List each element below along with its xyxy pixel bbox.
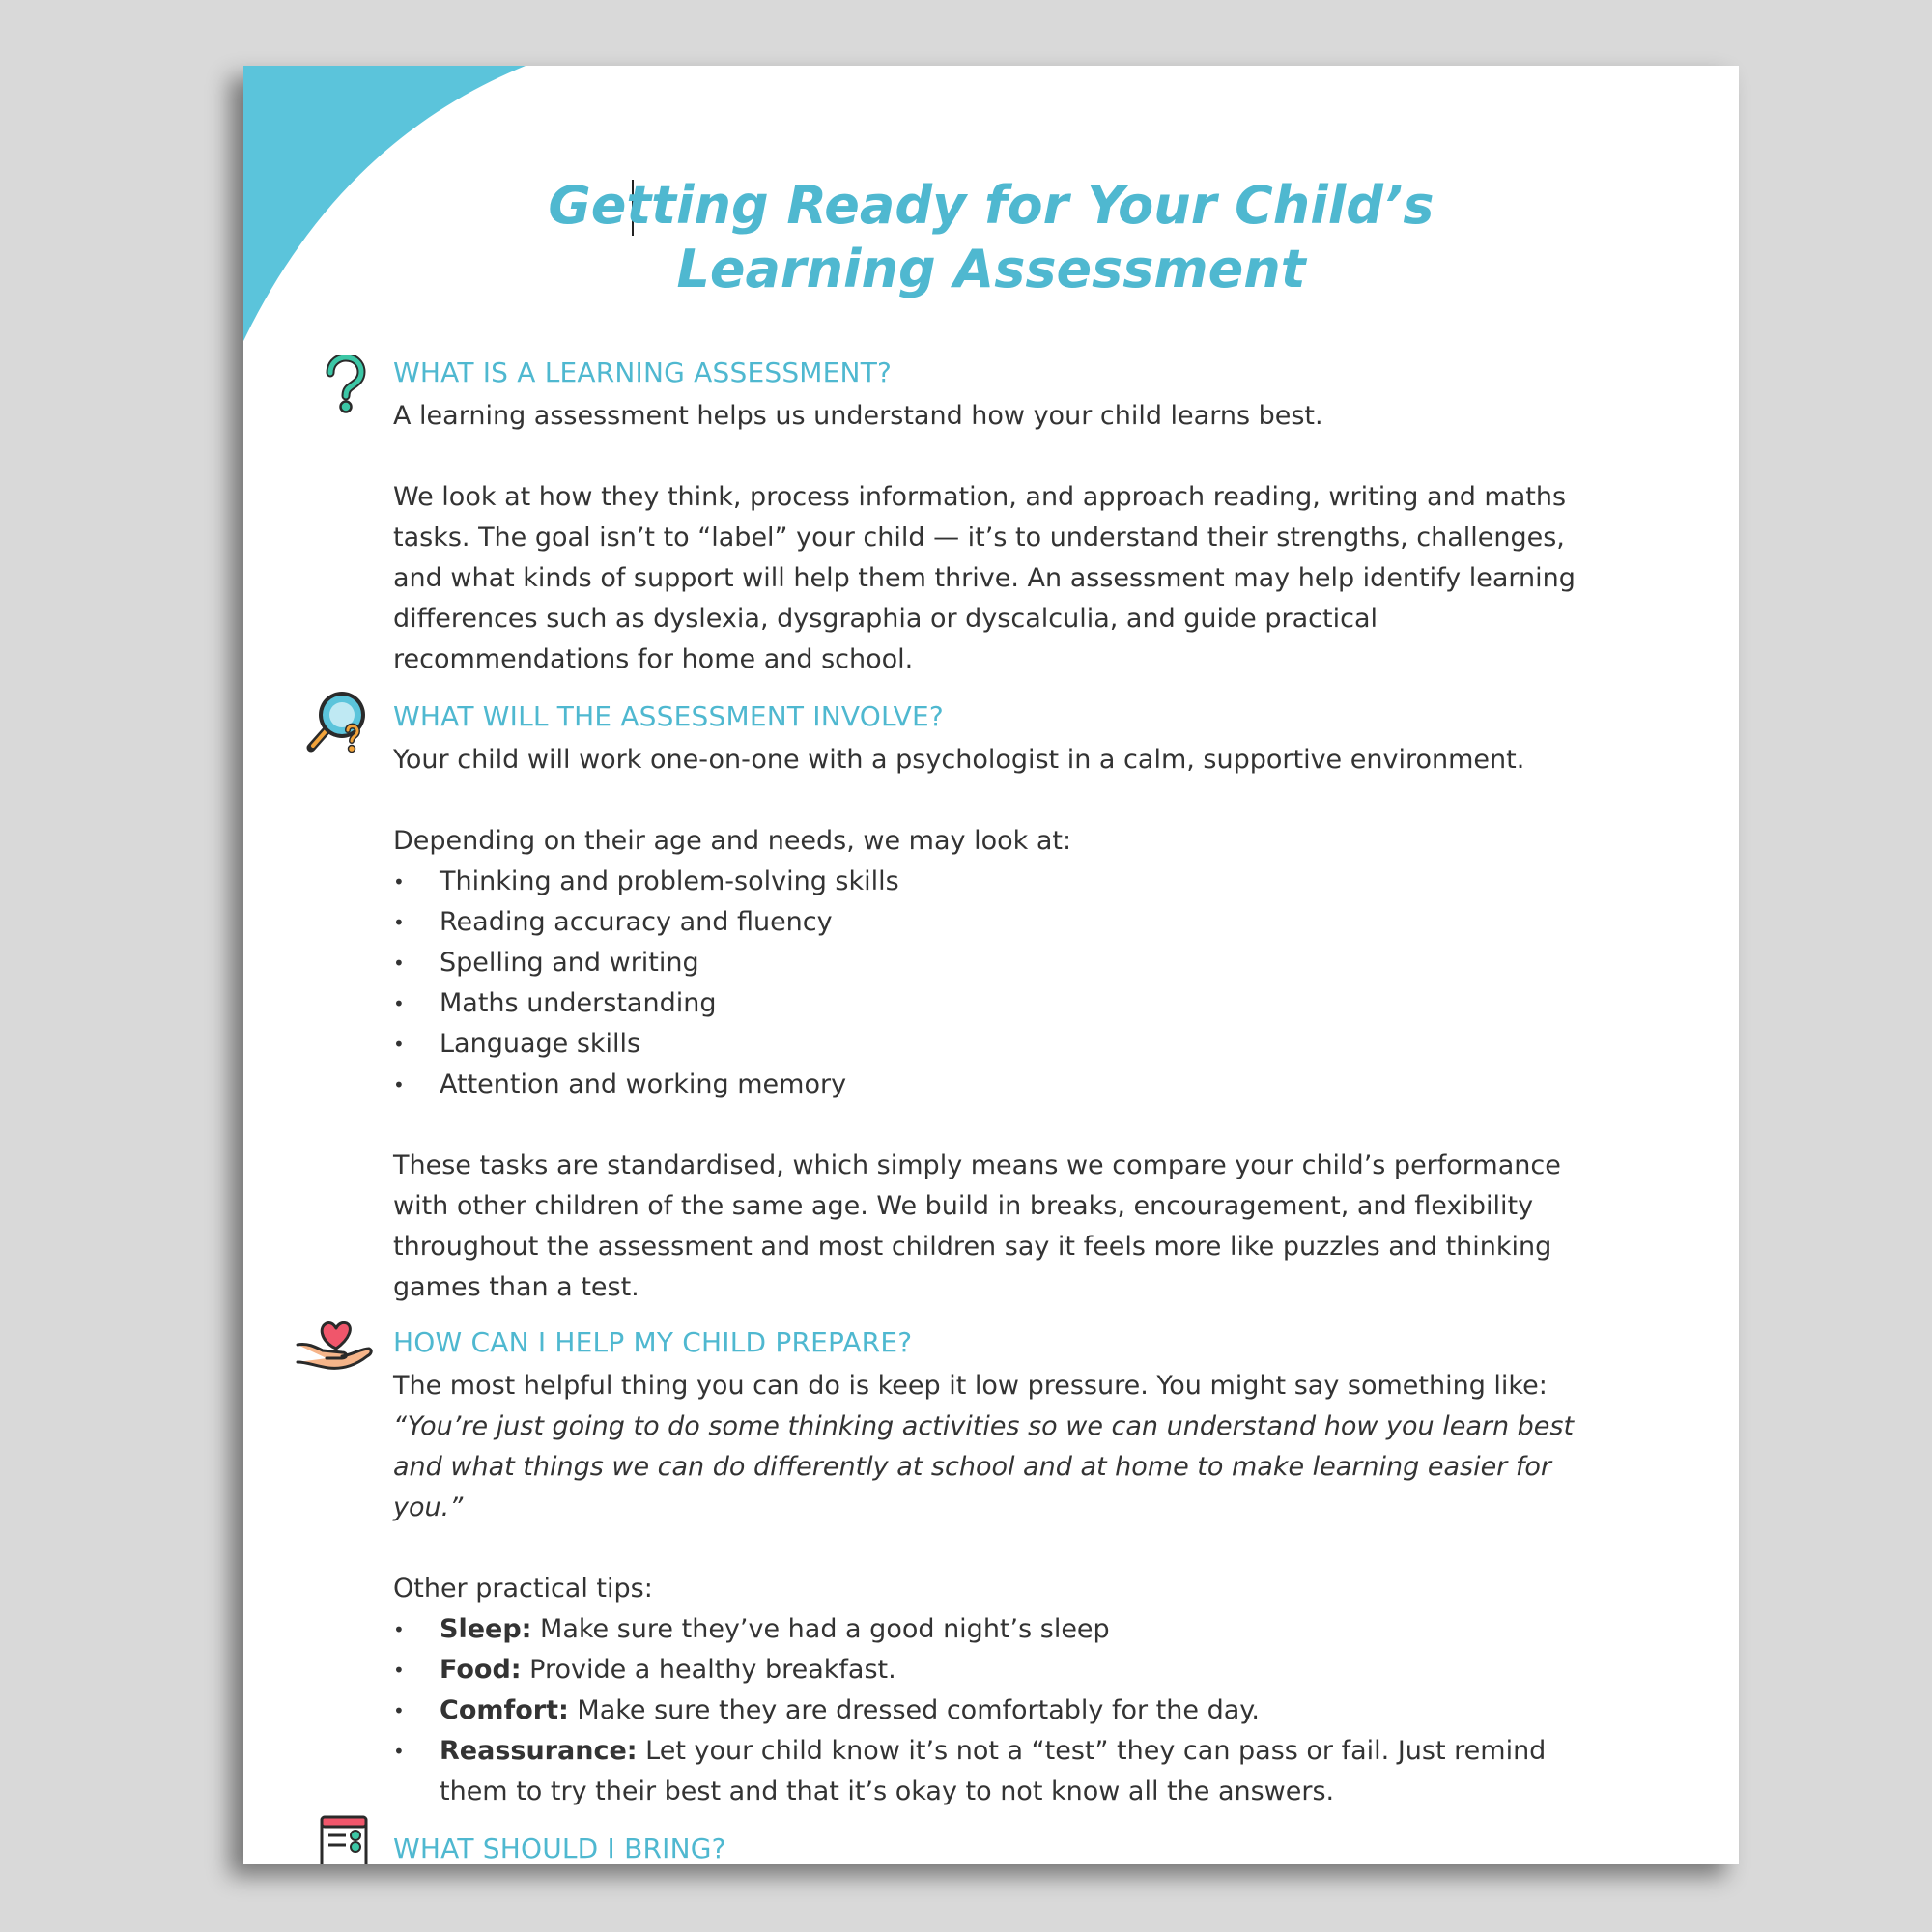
magnifier-question-icon — [305, 688, 371, 755]
paragraph: A learning assessment helps us understand how your child learns best. — [393, 401, 1323, 431]
title-line-1: Getting Ready for Your Child’s — [548, 175, 1435, 236]
tip-text: Make sure they are dressed comfortably for the day. — [568, 1695, 1260, 1725]
paragraph: Other practical tips: — [393, 1574, 653, 1604]
paragraph: These tasks are standardised, which simply means we compare your child’s performance with other children of the same age. We build in breaks, encouragement, and flexibility throughout the assessment and most children say it feels more like puzzles and thinking games than a test. — [393, 1151, 1561, 1302]
section-body — [393, 740, 1601, 1308]
tip-label: Comfort: — [440, 1695, 569, 1725]
hand-heart-icon — [294, 1318, 375, 1372]
page-title — [243, 174, 1739, 301]
paragraph: Depending on their age and needs, we may look at: — [393, 826, 1072, 856]
section-heading: WHAT IS A LEARNING ASSESSMENT? — [393, 356, 893, 388]
title-line-2: Learning Assessment — [676, 239, 1306, 299]
section-body — [393, 396, 1601, 680]
question-mark-icon — [323, 355, 367, 413]
example-quote: “You’re just going to do some thinking activities so we can understand how you learn best and what things we can do differently at school and at home to make learning easier for you.” — [393, 1411, 1575, 1522]
paragraph: We look at how they think, process information, and approach reading, writing and maths tasks. The goal isn’t to “label” your child — it’s to understand their strengths, challenges, and what kinds of support will help them thrive. An assessment may help identify learning differences such as dyslexia, dysgraphia or dyscalculia, and guide practical recommendations for home and school. — [393, 482, 1576, 674]
section-heading: WHAT SHOULD I BRING? — [393, 1833, 726, 1864]
tip-text: Make sure they’ve had a good night’s sleep — [531, 1614, 1110, 1644]
list-item — [393, 1731, 1601, 1812]
tip-text: Provide a healthy breakfast. — [521, 1655, 896, 1685]
tip-text: Let your child know it’s not a “test” they can pass or fail. Just remind them to try their best and that it’s okay to not know all the answers. — [440, 1736, 1547, 1806]
section-body — [393, 1366, 1601, 1812]
checklist-icon — [319, 1814, 369, 1864]
practical-tips-list — [393, 1609, 1601, 1812]
assessment-areas-list — [393, 862, 1601, 1105]
list-item: • Reading accuracy and fluency — [393, 902, 1601, 943]
tip-label: Food: — [440, 1655, 522, 1685]
section-heading: WHAT WILL THE ASSESSMENT INVOLVE? — [393, 700, 944, 732]
document-page — [243, 66, 1739, 1864]
list-item: • Attention and working memory — [393, 1065, 1601, 1105]
list-item: • Language skills — [393, 1024, 1601, 1065]
list-item: • Spelling and writing — [393, 943, 1601, 983]
paragraph: The most helpful thing you can do is keep it low pressure. You might say something like: — [393, 1371, 1548, 1401]
list-item: • Thinking and problem-solving skills — [393, 862, 1601, 902]
list-item — [393, 1650, 1601, 1690]
list-item — [393, 1609, 1601, 1650]
list-item — [393, 1690, 1601, 1731]
paragraph: Your child will work one-on-one with a psychologist in a calm, supportive environment. — [393, 745, 1525, 775]
tip-label: Reassurance: — [440, 1736, 638, 1766]
section-heading: HOW CAN I HELP MY CHILD PREPARE? — [393, 1326, 913, 1358]
list-item: • Maths understanding — [393, 983, 1601, 1024]
tip-label: Sleep: — [440, 1614, 532, 1644]
